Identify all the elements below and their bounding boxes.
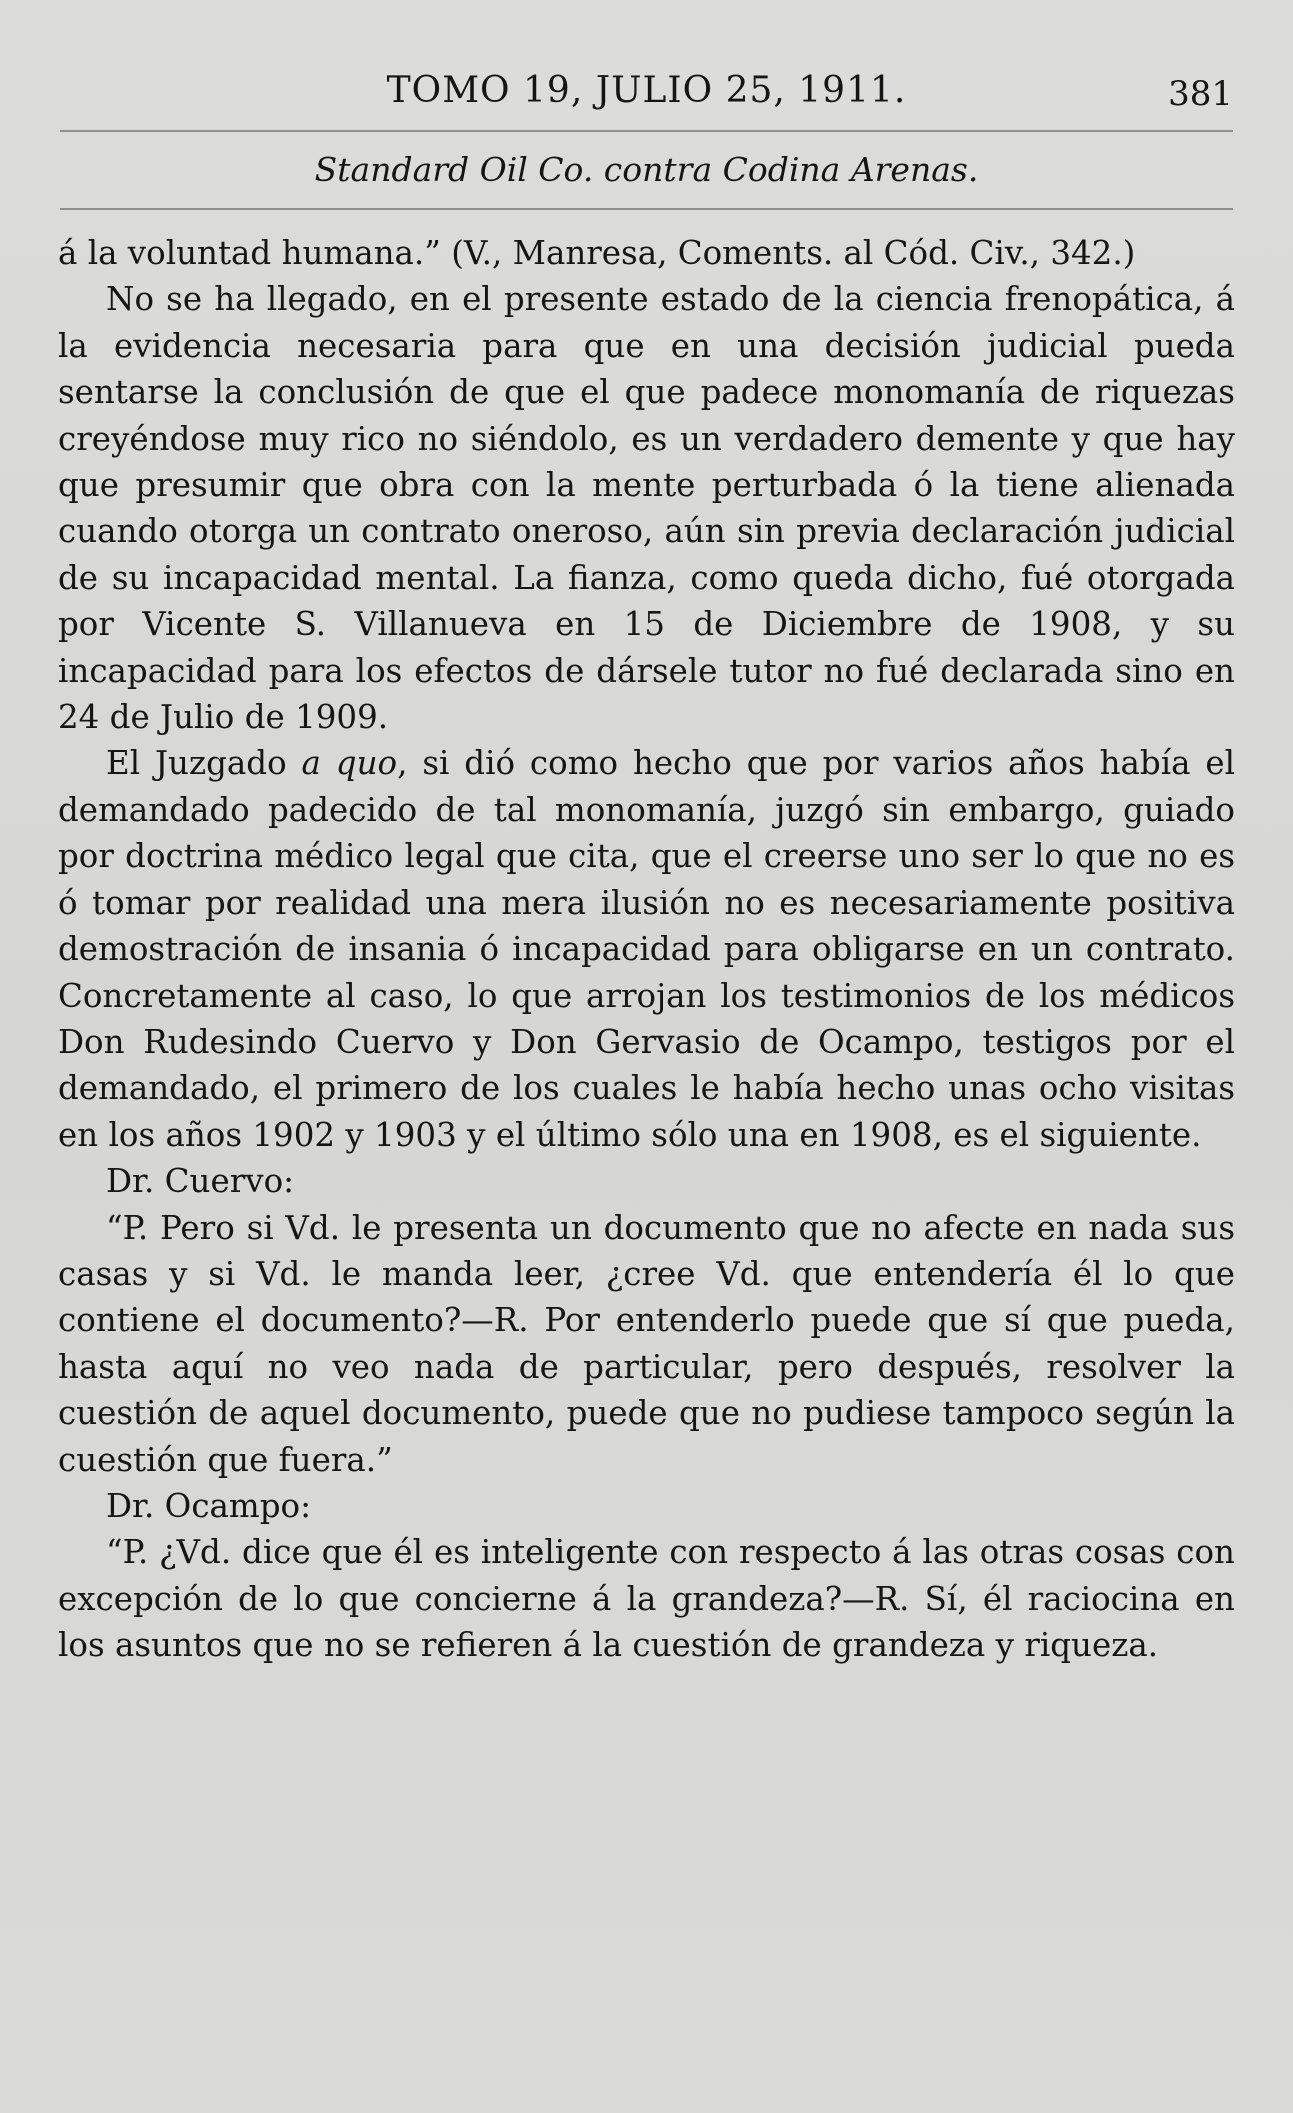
testimony-cuervo: “P. Pero si Vd. le presenta un documento que no afecte en nada sus casas y si Vd. le manda leer, ¿cree Vd. que entendería él lo que contiene el documento?—R. Por entenderlo puede que sí que pueda, hasta aquí no veo nada de particular, pero después, resolver la cuestión de aquel documento, puede que no pudiese tampoco según la cuestión que fuera.” [58,1208,1235,1479]
paragraph-juzgado [58,740,1235,1158]
running-head: TOMO 19, JULIO 25, 1911. [386,70,907,111]
paragraph-juzgado-start: El Juzgado [106,744,302,783]
paragraph-frenopatica: No se ha llegado, en el presente estado de la ciencia frenopática, á la evidencia necesaria para que en una decisión judicial pueda sentarse la conclusión de que el que padece monomanía de riquezas creyéndose muy rico no siéndolo, es un verdadero demente y que hay que presumir que obra con la mente perturbada ó la tiene alienada cuando otorga un contrato oneroso, aún sin previa declaración judicial de su incapacidad mental. La fianza, como queda dicho, fué otorgada por Vicente S. Villanueva en 15 de Diciembre de 1908, y su incapacidad para los efectos de dársele tutor no fué declarada sino en 24 de Julio de 1909. [58,280,1235,737]
latin-phrase: a quo [301,744,398,783]
paragraph-juzgado-end: , si dió como hecho que por varios años había el demandado padecido de tal monomanía, juzgó sin embargo, guiado por doctrina médico legal que cita, que el creerse uno ser lo que no es ó tomar por realidad una mera ilusión no es necesariamente positiva demostración de insania ó incapacidad para obligarse en un contrato. Concretamente al caso, lo que arrojan los testimonios de los médicos Don Rudesindo Cuervo y Don Gervasio de Ocampo, testigos por el demandado, el primero de los cuales le había hecho unas ocho visitas en los años 1902 y 1903 y el último sólo una en 1908, es el siguiente. [58,744,1235,1154]
header-rule-top [60,130,1233,132]
witness-label-cuervo: Dr. Cuervo: [106,1162,295,1201]
paragraph-continuation: á la voluntad humana.” (V., Manresa, Coments. al Cód. Civ., 342.) [58,234,1136,272]
body-text [58,230,1235,1669]
witness-label-ocampo: Dr. Ocampo: [106,1486,312,1525]
header-rule-bottom [60,208,1233,210]
testimony-ocampo: “P. ¿Vd. dice que él es inteligente con respecto á las otras cosas con excepción de lo que concierne á la grandeza?—R. Sí, él raciocina en los asuntos que no se refieren á la cuestión de grandeza y riqueza. [58,1533,1235,1665]
page-number: 381 [1168,74,1233,114]
page-header [60,70,1233,126]
case-title: Standard Oil Co. contra Codina Arenas. [314,150,979,189]
